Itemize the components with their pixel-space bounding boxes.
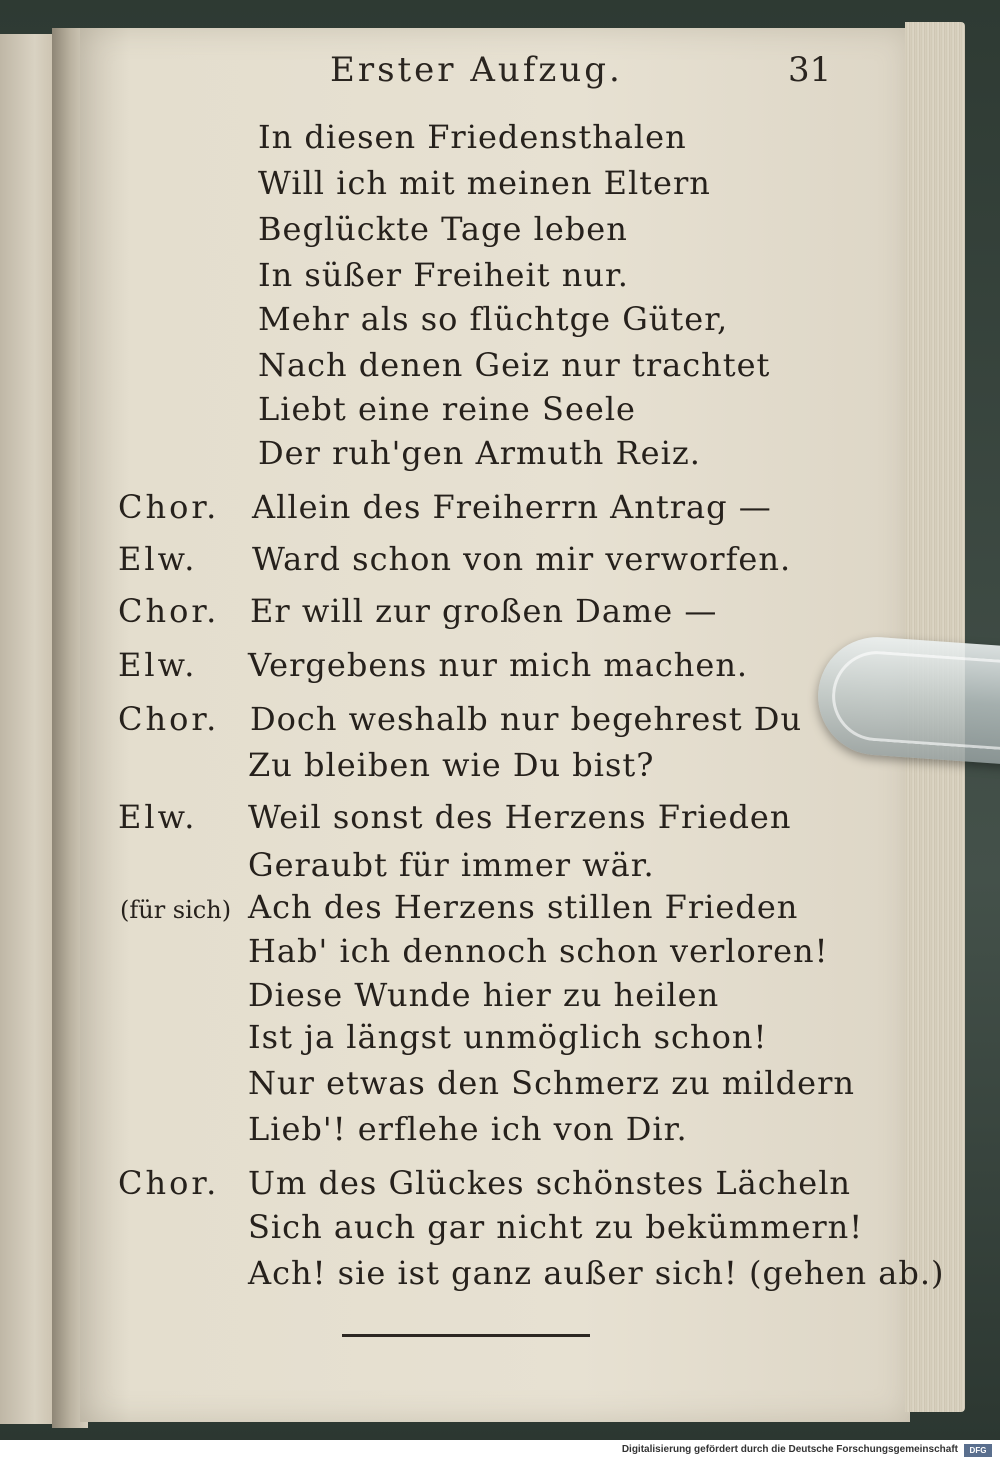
- left-page-edge: [0, 34, 58, 1424]
- verse-line: Nur etwas den Schmerz zu mildern: [248, 1064, 855, 1102]
- speaker-label: Chor.: [118, 488, 220, 526]
- page-clip-highlight: [829, 648, 1000, 751]
- speaker-label: Elw.: [118, 540, 198, 578]
- verse-line: Diese Wunde hier zu heilen: [248, 976, 720, 1014]
- footer-credit: Digitalisierung gefördert durch die Deutsche Forschungsgemeinschaft: [621, 1444, 958, 1455]
- verse-line: Lieb'! erflehe ich von Dir.: [248, 1110, 688, 1148]
- verse-line: Sich auch gar nicht zu bekümmern!: [248, 1208, 864, 1246]
- verse-line: Ach! sie ist ganz außer sich! (gehen ab.): [248, 1254, 945, 1292]
- verse-line: Nach denen Geiz nur trachtet: [258, 346, 771, 384]
- verse-line: Hab' ich dennoch schon verloren!: [248, 932, 829, 970]
- verse-line: Weil sonst des Herzens Frieden: [248, 798, 792, 836]
- verse-line: Allein des Freiherrn Antrag —: [252, 488, 772, 526]
- verse-line: Geraubt für immer wär.: [248, 846, 655, 884]
- verse-line: Ward schon von mir verworfen.: [252, 540, 792, 578]
- speaker-label: Chor.: [118, 592, 220, 630]
- verse-line: Ist ja längst unmöglich schon!: [248, 1018, 768, 1056]
- verse-line: Will ich mit meinen Eltern: [258, 164, 711, 202]
- verse-line: Er will zur großen Dame —: [250, 592, 718, 630]
- verse-line: Der ruh'gen Armuth Reiz.: [258, 434, 701, 472]
- verse-line: Um des Glückes schönstes Lächeln: [248, 1164, 852, 1202]
- verse-line: In diesen Friedensthalen: [258, 118, 687, 156]
- verse-line: Zu bleiben wie Du bist?: [248, 746, 655, 784]
- verse-line: Liebt eine reine Seele: [258, 390, 636, 428]
- dfg-logo-icon: DFG: [964, 1444, 992, 1457]
- verse-line: Doch weshalb nur begehrest Du: [250, 700, 803, 738]
- verse-line: Beglückte Tage leben: [258, 210, 628, 248]
- speaker-label: Chor.: [118, 1164, 220, 1202]
- verse-line: Ach des Herzens stillen Frieden: [248, 888, 799, 926]
- closing-rule: [342, 1334, 590, 1337]
- speaker-label: Chor.: [118, 700, 220, 738]
- speaker-label: Elw.: [118, 646, 198, 684]
- running-header-title: Erster Aufzug.: [330, 50, 623, 90]
- verse-line: Mehr als so flüchtge Güter,: [258, 300, 729, 338]
- verse-line: In süßer Freiheit nur.: [258, 256, 629, 294]
- speaker-label: Elw.: [118, 798, 198, 836]
- verse-line: Vergebens nur mich machen.: [248, 646, 749, 684]
- page-number: 31: [788, 50, 832, 90]
- footer-bar: [0, 1440, 1000, 1462]
- speaker-label: (für sich): [120, 896, 232, 924]
